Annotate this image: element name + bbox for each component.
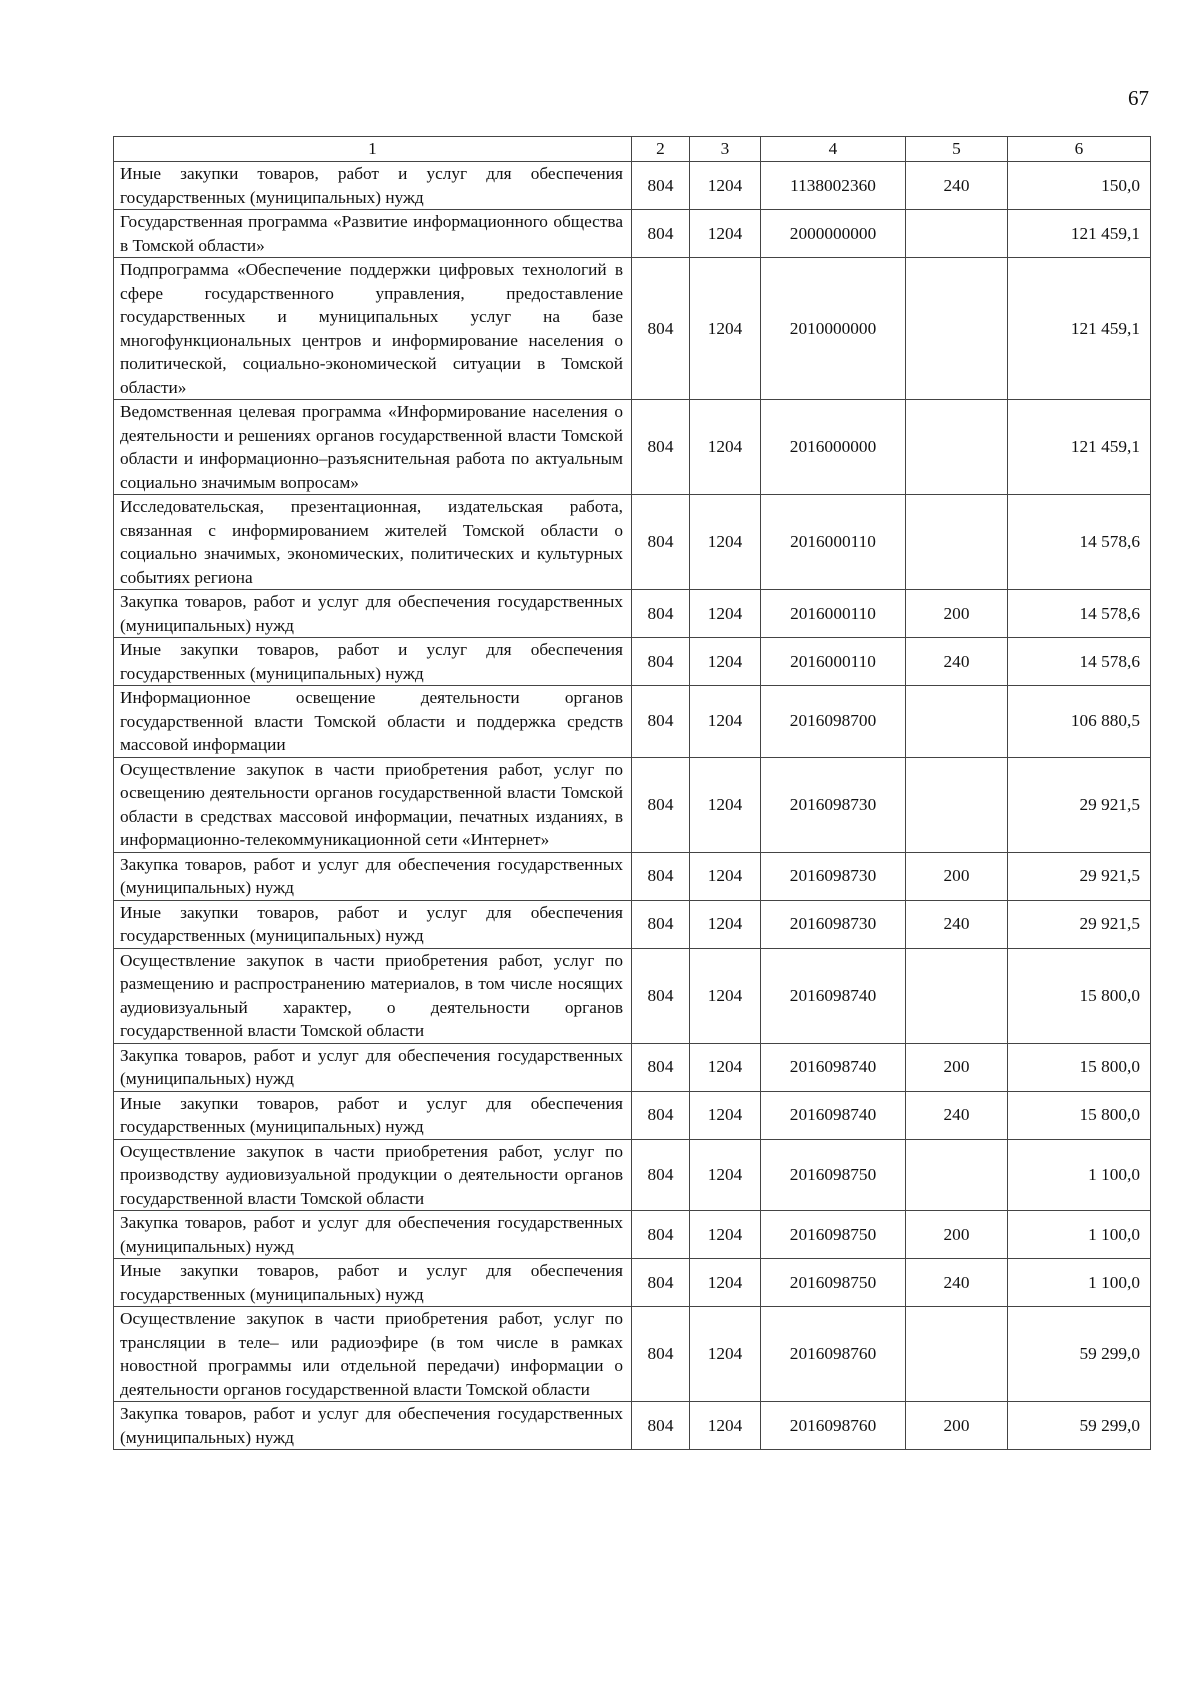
row-expense-type xyxy=(906,210,1008,258)
row-target-article: 2016000000 xyxy=(761,400,906,495)
row-expense-type: 240 xyxy=(906,1091,1008,1139)
row-ministry-code: 804 xyxy=(632,757,690,852)
row-target-article: 2016098750 xyxy=(761,1139,906,1211)
page-number: 67 xyxy=(1128,86,1149,110)
row-target-article: 2016098740 xyxy=(761,1043,906,1091)
row-section-code: 1204 xyxy=(690,1043,761,1091)
column-header-6: 6 xyxy=(1008,137,1151,162)
row-amount: 29 921,5 xyxy=(1008,900,1151,948)
row-ministry-code: 804 xyxy=(632,1259,690,1307)
row-description: Иные закупки товаров, работ и услуг для обеспечения государственных (муниципальных) нужд xyxy=(114,638,632,686)
row-target-article: 2016098730 xyxy=(761,900,906,948)
row-expense-type: 200 xyxy=(906,1211,1008,1259)
column-header-3: 3 xyxy=(690,137,761,162)
row-ministry-code: 804 xyxy=(632,258,690,400)
row-description: Исследовательская, презентационная, издательская работа, связанная с информированием жителей Томской области о социально значимых, экономических, политических и культурных событиях региона xyxy=(114,495,632,590)
table-row xyxy=(114,638,1151,686)
row-target-article: 2016098760 xyxy=(761,1307,906,1402)
row-expense-type: 200 xyxy=(906,590,1008,638)
table-row xyxy=(114,948,1151,1043)
row-expense-type: 200 xyxy=(906,852,1008,900)
row-expense-type xyxy=(906,948,1008,1043)
table-row xyxy=(114,495,1151,590)
row-target-article: 2016098730 xyxy=(761,852,906,900)
row-amount: 29 921,5 xyxy=(1008,852,1151,900)
row-ministry-code: 804 xyxy=(632,638,690,686)
row-amount: 1 100,0 xyxy=(1008,1211,1151,1259)
row-description: Осуществление закупок в части приобретения работ, услуг по производству аудиовизуальной продукции о деятельности органов государственной власти Томской области xyxy=(114,1139,632,1211)
row-ministry-code: 804 xyxy=(632,900,690,948)
table-row xyxy=(114,1259,1151,1307)
row-expense-type xyxy=(906,1139,1008,1211)
row-description: Информационное освещение деятельности органов государственной власти Томской области и поддержка средств массовой информации xyxy=(114,686,632,758)
table-row xyxy=(114,400,1151,495)
row-description: Закупка товаров, работ и услуг для обеспечения государственных (муниципальных) нужд xyxy=(114,1402,632,1450)
row-target-article: 2016098740 xyxy=(761,948,906,1043)
row-section-code: 1204 xyxy=(690,1402,761,1450)
column-header-5: 5 xyxy=(906,137,1008,162)
row-ministry-code: 804 xyxy=(632,948,690,1043)
row-amount: 106 880,5 xyxy=(1008,686,1151,758)
row-section-code: 1204 xyxy=(690,686,761,758)
row-amount: 1 100,0 xyxy=(1008,1259,1151,1307)
table-row xyxy=(114,757,1151,852)
row-expense-type xyxy=(906,495,1008,590)
row-ministry-code: 804 xyxy=(632,1139,690,1211)
row-expense-type: 200 xyxy=(906,1043,1008,1091)
row-section-code: 1204 xyxy=(690,757,761,852)
row-target-article: 2016098730 xyxy=(761,757,906,852)
column-header-4: 4 xyxy=(761,137,906,162)
row-amount: 15 800,0 xyxy=(1008,1043,1151,1091)
row-ministry-code: 804 xyxy=(632,495,690,590)
row-target-article: 2016000110 xyxy=(761,590,906,638)
row-amount: 121 459,1 xyxy=(1008,258,1151,400)
row-ministry-code: 804 xyxy=(632,1211,690,1259)
row-amount: 59 299,0 xyxy=(1008,1307,1151,1402)
table-row xyxy=(114,210,1151,258)
row-description: Осуществление закупок в части приобретения работ, услуг по размещению и распространению материалов, в том числе носящих аудиовизуальный характер, о деятельности органов государственной власти Томской области xyxy=(114,948,632,1043)
table-row xyxy=(114,1043,1151,1091)
row-section-code: 1204 xyxy=(690,495,761,590)
row-amount: 14 578,6 xyxy=(1008,495,1151,590)
row-target-article: 2016098750 xyxy=(761,1211,906,1259)
row-section-code: 1204 xyxy=(690,900,761,948)
row-expense-type: 240 xyxy=(906,638,1008,686)
row-section-code: 1204 xyxy=(690,590,761,638)
row-amount: 121 459,1 xyxy=(1008,210,1151,258)
row-target-article: 2016098700 xyxy=(761,686,906,758)
row-expense-type: 240 xyxy=(906,1259,1008,1307)
row-expense-type: 200 xyxy=(906,1402,1008,1450)
row-ministry-code: 804 xyxy=(632,852,690,900)
table-row xyxy=(114,162,1151,210)
row-ministry-code: 804 xyxy=(632,162,690,210)
table-row xyxy=(114,900,1151,948)
row-description: Закупка товаров, работ и услуг для обеспечения государственных (муниципальных) нужд xyxy=(114,852,632,900)
table-row xyxy=(114,590,1151,638)
row-ministry-code: 804 xyxy=(632,686,690,758)
row-target-article: 2010000000 xyxy=(761,258,906,400)
row-description: Закупка товаров, работ и услуг для обеспечения государственных (муниципальных) нужд xyxy=(114,1043,632,1091)
table-row xyxy=(114,258,1151,400)
row-target-article: 1138002360 xyxy=(761,162,906,210)
row-target-article: 2016098760 xyxy=(761,1402,906,1450)
row-description: Закупка товаров, работ и услуг для обеспечения государственных (муниципальных) нужд xyxy=(114,1211,632,1259)
row-description: Государственная программа «Развитие информационного общества в Томской области» xyxy=(114,210,632,258)
row-section-code: 1204 xyxy=(690,1211,761,1259)
header-row xyxy=(114,137,1151,162)
row-amount: 1 100,0 xyxy=(1008,1139,1151,1211)
row-section-code: 1204 xyxy=(690,400,761,495)
column-header-2: 2 xyxy=(632,137,690,162)
row-expense-type xyxy=(906,258,1008,400)
row-ministry-code: 804 xyxy=(632,590,690,638)
row-amount: 29 921,5 xyxy=(1008,757,1151,852)
row-ministry-code: 804 xyxy=(632,1091,690,1139)
budget-table xyxy=(113,136,1151,1450)
row-section-code: 1204 xyxy=(690,162,761,210)
row-target-article: 2016098750 xyxy=(761,1259,906,1307)
row-target-article: 2000000000 xyxy=(761,210,906,258)
row-target-article: 2016098740 xyxy=(761,1091,906,1139)
row-description: Ведомственная целевая программа «Информирование населения о деятельности и решениях органов государственной власти Томской области и информационно–разъяснительная работа по актуальным социально значимым вопросам» xyxy=(114,400,632,495)
table-row xyxy=(114,1307,1151,1402)
table-row xyxy=(114,852,1151,900)
row-description: Осуществление закупок в части приобретения работ, услуг по трансляции в теле– или радиоэфире (в том числе в рамках новостной программы или отдельной передачи) информации о деятельности органов государственной власти Томской области xyxy=(114,1307,632,1402)
row-expense-type: 240 xyxy=(906,162,1008,210)
row-ministry-code: 804 xyxy=(632,1307,690,1402)
table-row xyxy=(114,1211,1151,1259)
row-amount: 59 299,0 xyxy=(1008,1402,1151,1450)
row-description: Осуществление закупок в части приобретения работ, услуг по освещению деятельности органов государственной власти Томской области в средствах массовой информации, печатных изданиях, в информационно-телекоммуникационной сети «Интернет» xyxy=(114,757,632,852)
row-description: Подпрограмма «Обеспечение поддержки цифровых технологий в сфере государственного управления, предоставление государственных и муниципальных услуг на базе многофункциональных центров и информирование населения о политической, социально-экономической ситуации в Томской области» xyxy=(114,258,632,400)
row-section-code: 1204 xyxy=(690,1259,761,1307)
table-row xyxy=(114,1091,1151,1139)
row-expense-type xyxy=(906,1307,1008,1402)
row-description: Иные закупки товаров, работ и услуг для обеспечения государственных (муниципальных) нужд xyxy=(114,1259,632,1307)
row-expense-type: 240 xyxy=(906,900,1008,948)
row-section-code: 1204 xyxy=(690,1091,761,1139)
row-section-code: 1204 xyxy=(690,1307,761,1402)
row-amount: 15 800,0 xyxy=(1008,948,1151,1043)
row-amount: 150,0 xyxy=(1008,162,1151,210)
row-section-code: 1204 xyxy=(690,638,761,686)
row-description: Закупка товаров, работ и услуг для обеспечения государственных (муниципальных) нужд xyxy=(114,590,632,638)
row-amount: 14 578,6 xyxy=(1008,590,1151,638)
row-target-article: 2016000110 xyxy=(761,638,906,686)
row-expense-type xyxy=(906,686,1008,758)
row-description: Иные закупки товаров, работ и услуг для обеспечения государственных (муниципальных) нужд xyxy=(114,900,632,948)
row-amount: 121 459,1 xyxy=(1008,400,1151,495)
row-description: Иные закупки товаров, работ и услуг для обеспечения государственных (муниципальных) нужд xyxy=(114,1091,632,1139)
column-header-1: 1 xyxy=(114,137,632,162)
row-expense-type xyxy=(906,757,1008,852)
row-section-code: 1204 xyxy=(690,258,761,400)
row-amount: 14 578,6 xyxy=(1008,638,1151,686)
row-expense-type xyxy=(906,400,1008,495)
row-amount: 15 800,0 xyxy=(1008,1091,1151,1139)
row-section-code: 1204 xyxy=(690,1139,761,1211)
row-section-code: 1204 xyxy=(690,852,761,900)
row-ministry-code: 804 xyxy=(632,1402,690,1450)
row-ministry-code: 804 xyxy=(632,1043,690,1091)
table-row xyxy=(114,686,1151,758)
row-section-code: 1204 xyxy=(690,210,761,258)
table-row xyxy=(114,1402,1151,1450)
row-ministry-code: 804 xyxy=(632,210,690,258)
table-row xyxy=(114,1139,1151,1211)
row-description: Иные закупки товаров, работ и услуг для обеспечения государственных (муниципальных) нужд xyxy=(114,162,632,210)
row-section-code: 1204 xyxy=(690,948,761,1043)
row-ministry-code: 804 xyxy=(632,400,690,495)
row-target-article: 2016000110 xyxy=(761,495,906,590)
